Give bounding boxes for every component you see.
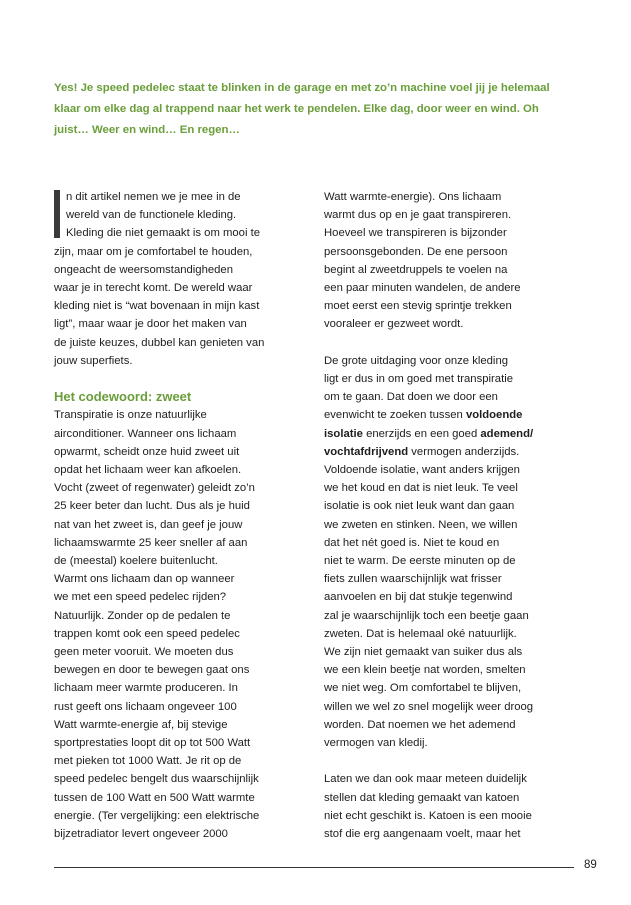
- body-line: lichaamswarmte 25 keer sneller af aan: [54, 536, 248, 549]
- body-line: We zijn niet gemaakt van suiker dus als: [324, 646, 523, 659]
- plain-text: vermogen anderzijds.: [408, 445, 520, 458]
- body-line: opwarmt, scheidt onze huid zweet uit: [54, 445, 240, 458]
- body-line: Laten we dan ook maar meteen duidelijk: [324, 773, 527, 786]
- body-line: moet eerst een stevig sprintje trekken: [324, 300, 512, 313]
- body-line: 25 keer beter dan lucht. Dus als je huid: [54, 500, 250, 513]
- plain-text: evenwicht te zoeken tussen: [324, 409, 466, 422]
- body-line: niet te warm. De eerste minuten op de: [324, 555, 516, 568]
- body-line: we niet weg. Om comfortabel te blijven,: [324, 682, 522, 695]
- body-line: n dit artikel nemen we je mee in de: [66, 191, 241, 203]
- body-line: we het koud en dat is niet leuk. Te veel: [324, 482, 518, 495]
- body-line: persoonsgebonden. De ene persoon: [324, 245, 508, 258]
- body-line: tussen de 100 Watt en 500 Watt warmte: [54, 791, 255, 804]
- body-line: Watt warmte-energie). Ons lichaam: [324, 191, 502, 203]
- body-line: speed pedelec bengelt dus waarschijnlijk: [54, 773, 259, 786]
- body-line: isolatie is ook niet leuk want dan gaan: [324, 500, 515, 513]
- body-line: De grote uitdaging voor onze kleding: [324, 354, 509, 367]
- body-line: ligt er dus in om goed met transpiratie: [324, 373, 514, 386]
- body-line: vooraleer er gezweet wordt.: [324, 318, 464, 331]
- body-line: [324, 425, 576, 443]
- bold-term: vochtafdrijvend: [324, 445, 409, 458]
- body-line: bijzetradiator levert ongeveer 2000: [54, 828, 228, 841]
- body-line: Watt warmte-energie af, bij stevige: [54, 718, 228, 731]
- plain-text: enerzijds en een goed: [362, 427, 481, 440]
- body-line: we met een speed pedelec rijden?: [54, 591, 227, 604]
- footer-rule: [54, 867, 574, 868]
- body-line: nat van het zweet is, dan geef je jouw: [54, 518, 243, 531]
- body-line: ligt”, maar waar je door het maken van: [54, 318, 247, 331]
- body-line: de (meestal) koelere buitenlucht.: [54, 555, 218, 568]
- body-line: Kleding die niet gemaakt is om mooi te: [66, 227, 261, 240]
- body-line: willen we wel zo snel mogelijk weer droog: [324, 700, 534, 713]
- section-heading: Het codewoord: zweet: [54, 389, 192, 405]
- body-line: jouw superfiets.: [54, 354, 133, 367]
- bold-term: isolatie: [324, 427, 363, 440]
- body-line: worden. Dat noemen we het ademend: [324, 718, 516, 731]
- body-line: kleding niet is “wat bovenaan in mijn kast: [54, 300, 260, 313]
- body-line: [324, 406, 576, 424]
- right-column: [324, 188, 576, 843]
- body-line: aanvoelen en bij dat stukje tegenwind: [324, 591, 513, 604]
- body-line: opdat het lichaam weer kan afkoelen.: [54, 464, 242, 477]
- body-line: dat het nét goed is. Niet te koud en: [324, 536, 500, 549]
- body-line: stellen dat kleding gemaakt van katoen: [324, 791, 520, 804]
- body-line: trappen komt ook een speed pedelec: [54, 627, 240, 640]
- page-number: 89: [584, 859, 597, 871]
- body-line: we zweten en stinken. Neen, we willen: [324, 518, 518, 531]
- body-line: Natuurlijk. Zonder op de pedalen te: [54, 609, 231, 622]
- body-line: zal je waarschijnlijk toch een beetje gaan: [324, 609, 529, 622]
- body-line: om te gaan. Dat doen we door een: [324, 391, 498, 404]
- body-line: we een klein beetje nat worden, smelten: [324, 664, 526, 677]
- bold-term: ademend/: [480, 427, 534, 440]
- body-line: niet echt geschikt is. Katoen is een mooie: [324, 809, 532, 822]
- body-line: Transpiratie is onze natuurlijke: [54, 409, 207, 422]
- body-line: ongeacht de weersomstandigheden: [54, 263, 233, 276]
- body-line: rust geeft ons lichaam ongeveer 100: [54, 700, 237, 713]
- body-line: zijn, maar om je comfortabel te houden,: [54, 245, 253, 258]
- body-line: een paar minuten wandelen, de andere: [324, 282, 521, 295]
- body-line: wereld van de functionele kleding.: [66, 209, 237, 222]
- body-line: zweten. Dat is helemaal oké natuurlijk.: [324, 627, 517, 640]
- body-line: de juiste keuzes, dubbel kan genieten van: [54, 336, 265, 349]
- body-line: vermogen van kledij.: [324, 737, 428, 750]
- body-line: begint al zweetdruppels te voelen na: [324, 263, 508, 276]
- body-line: Hoeveel we transpireren is bijzonder: [324, 227, 507, 240]
- left-column: [54, 188, 306, 843]
- bold-term: voldoende: [465, 409, 523, 422]
- body-line: Warmt ons lichaam dan op wanneer: [54, 573, 235, 586]
- intro-paragraph: Yes! Je speed pedelec staat te blinken in de garage en met zo’n machine voel jij je helemaal klaar om elke dag al trappend naar het werk te pendelen. Elke dag, door weer en wind. Oh juist… Weer en wind… En regen…: [54, 82, 550, 136]
- body-line: bewegen en door te bewegen gaat ons: [54, 664, 250, 677]
- body-line: sportprestaties loopt dit op tot 500 Watt: [54, 737, 251, 750]
- body-line: lichaam meer warmte produceren. In: [54, 682, 238, 695]
- body-line: airconditioner. Wanneer ons lichaam: [54, 427, 237, 440]
- body-line: [324, 443, 576, 461]
- body-line: stof die erg aangenaam voelt, maar het: [324, 828, 521, 841]
- body-line: waar je in terecht komt. De wereld waar: [54, 282, 253, 295]
- body-line: Voldoende isolatie, want anders krijgen: [324, 464, 520, 477]
- body-line: energie. (Ter vergelijking: een elektrische: [54, 809, 260, 822]
- body-line: fiets zullen waarschijnlijk wat frisser: [324, 573, 502, 586]
- body-line: warmt dus op en je gaat transpireren.: [324, 209, 512, 222]
- body-line: Vocht (zweet of regenwater) geleidt zo’n: [54, 482, 255, 495]
- body-line: geen meter vooruit. We moeten dus: [54, 646, 234, 659]
- body-line: met pieken tot 1000 Watt. Je rit op de: [54, 755, 242, 768]
